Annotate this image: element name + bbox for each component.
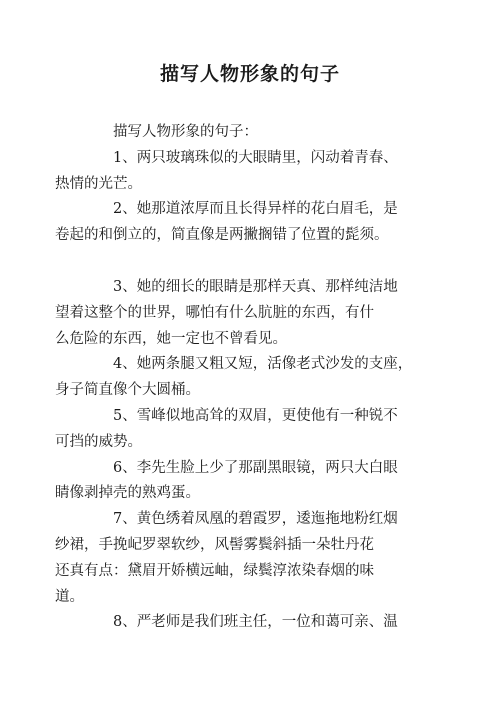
paragraph-line: 可挡的威势。 (55, 433, 142, 450)
paragraph-line: 身子简直像个大圆桶。 (55, 382, 200, 399)
paragraph-line: 7、黄色绣着凤凰的碧霞罗，逶迤拖地粉红烟 (113, 511, 398, 528)
paragraph-line: 望着这整个的世界，哪怕有什么肮脏的东西，有什 (55, 304, 374, 321)
paragraph-line: 睛像剥掉壳的熟鸡蛋。 (55, 485, 200, 502)
paragraph-line: 4、她两条腿又粗又短，活像老式沙发的支座， (113, 356, 413, 373)
paragraph-line: 2、她那道浓厚而且长得异样的花白眉毛，是 (113, 201, 398, 218)
paragraph-line: 么危险的东西，她一定也不曾看见。 (55, 330, 287, 347)
paragraph-spacer (84, 249, 424, 275)
paragraph-item-2 (55, 197, 424, 249)
paragraph-line: 5、雪峰似地高耸的双眉，更使他有一种锐不 (113, 407, 398, 424)
paragraph-item-3 (55, 275, 424, 352)
paragraph-item-4 (55, 352, 424, 404)
paragraph-line: 热情的光芒。 (55, 175, 142, 192)
paragraph-item-1 (55, 146, 424, 198)
paragraph-item-5 (55, 404, 424, 456)
document-body (55, 120, 424, 636)
paragraph-line: 8、严老师是我们班主任，一位和蔼可亲、温 (113, 614, 398, 631)
paragraph-line: 描写人物形象的句子： (113, 124, 258, 140)
paragraph-item-6 (55, 456, 424, 508)
paragraph-line: 纱裙，手挽屺罗翠软纱，风髻雾鬓斜插一朵牡丹花 (55, 536, 374, 553)
paragraph-line: 1、两只玻璃珠似的大眼睛里，闪动着青春、 (113, 149, 398, 166)
paragraph-line: 道。 (55, 588, 84, 605)
paragraph-line: 还真有点：黛眉开娇横远岫，绿鬓淳浓染春烟的味 (55, 562, 374, 579)
paragraph-line: 卷起的和倒立的，简直像是两撇搁错了位置的髭须。 (55, 227, 389, 244)
paragraph-item-7 (55, 507, 424, 610)
document-title: 描写人物形象的句子 (159, 63, 340, 85)
paragraph-intro (84, 120, 424, 146)
paragraph-line: 3、她的细长的眼睛是那样天真、那样纯洁地 (113, 278, 398, 295)
paragraph-item-8 (84, 610, 424, 636)
paragraph-line: 6、李先生脸上少了那副黑眼镜，两只大白眼 (113, 459, 398, 476)
